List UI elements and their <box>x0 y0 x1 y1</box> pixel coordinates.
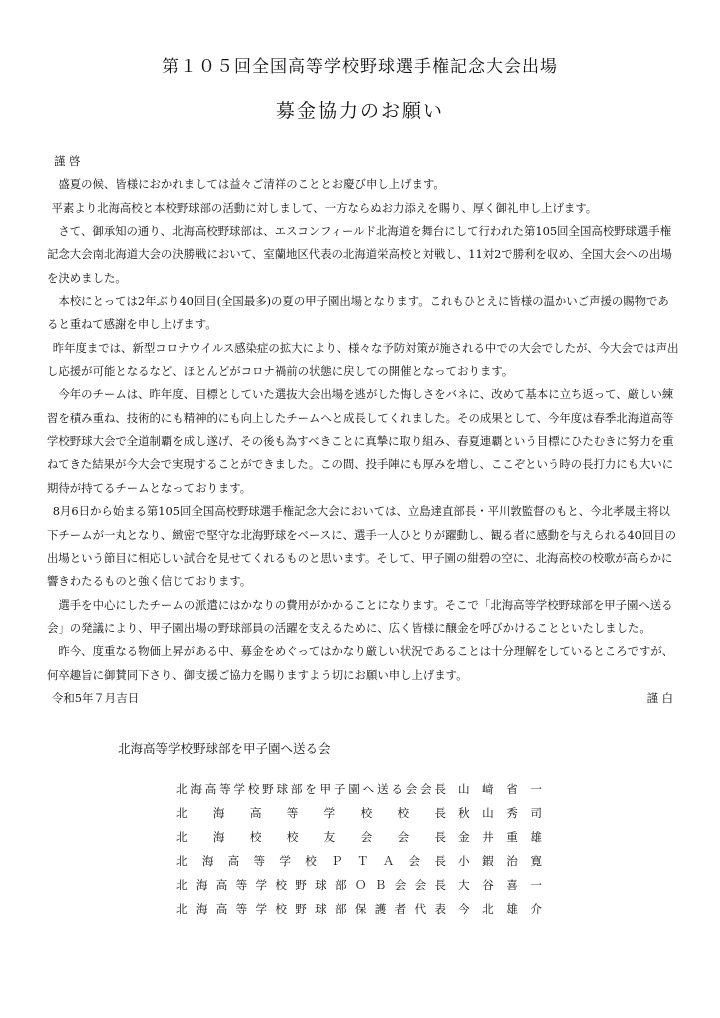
letter-body <box>47 150 679 710</box>
signatory-role: 北海高等学校野球部を甲子園へ送る会会長 <box>176 782 446 796</box>
letter-date: 令和5年７月吉日 <box>52 691 139 705</box>
signatory-name: 小鍜治寛 <box>458 854 542 868</box>
signatory-role: 北海校校友会会長 <box>176 830 446 844</box>
organization-name: 北海高等学校野球部を甲子園へ送る会 <box>118 741 331 756</box>
signatory-role: 北海高等学校校長 <box>176 806 446 820</box>
paragraph: 昨今、度重なる物価上昇がある中、募金をめぐってはかなり厳しい状況であることは十分理解をしているところですが、何卒趣旨に御賛同下さり、御支援ご協力を賜りますよう切にお願い申し上げます。 <box>47 644 674 682</box>
paragraph: 本校にとっては2年ぶり40回目(全国最多)の夏の甲子園出場となります。これもひとえに皆様の温かいご声援の賜物であると重ねて感謝を申し上げます。 <box>47 294 669 332</box>
paragraph: 平素より北海高校と本校野球部の活動に対しまして、一方ならぬお力添えを賜り、厚く御礼申し上げます。 <box>51 200 598 215</box>
closing: 謹 白 <box>646 690 673 705</box>
document-subtitle: 募金協力のお願い <box>275 100 444 122</box>
signatory-role: 北海高等学校ＰＴＡ会長 <box>176 854 446 868</box>
paragraph: 昨年度までは、新型コロナウイルス感染症の拡大により、様々な予防対策が施される中での大会でしたが、今大会では声出し応援が可能となるなど、ほとんどがコロナ禍前の状態に戻しての開催となっております。 <box>47 340 679 379</box>
signatory-role: 北海高等学校野球部ＯＢ会会長 <box>176 878 446 892</box>
signatory-name: 大谷喜一 <box>458 878 542 892</box>
signatory-role: 北海高等学校野球部保護者代表 <box>176 902 446 916</box>
signatory-name: 秋山秀司 <box>458 806 542 820</box>
paragraph: 盛夏の候、皆様におかれましては益々ご清祥のこととお慶び申し上げます。 <box>58 177 445 192</box>
signatory-name: 今北雄介 <box>458 902 542 916</box>
paragraph: 8月6日から始まる第105回全国高校野球選手権記念大会においては、立島達直部長・平川敦監督のもと、今北孝晟主将以下チームが一丸となり、緻密で堅守な北海野球をベースに、選手一人ひとりが躍動し、観る者に感動を与えられる40回目の出場という節目に相応しい試合を見せてくれるものと思います。そして、甲子園の紺碧の空に、北海高校の校歌が高らかに響きわたるものと強く信じております。 <box>47 504 677 589</box>
salutation: 謹 啓 <box>54 154 81 168</box>
document-title: 第１０５回全国高等学校野球選手権記念大会出場 <box>162 57 558 77</box>
paragraph: 今年のチームは、昨年度、目標としていた選抜大会出場を逃がした悔しさをバネに、改めて基本に立ち返って、厳しい練習を積み重ね、技術的にも精神的にも向上したチームへと成長してくれました。その成果として、今年度は春季北海道高等学校野球大会で全道制覇を成し遂げ、その後も為すべきことに真摯に取り組み、春夏連覇という目標にひたむきに努力を重ねてきた結果が今大会で実現することができました。この間、投手陣にも厚みを増し、ここぞという時の長打力にも大いに期待が持てるチームとなっております。 <box>47 387 674 495</box>
paragraph: さて、御承知の通り、北海高校野球部は、エスコンフィールド北海道を舞台にして行われた第105回全国高校野球選手権記念大会南北海道大会の決勝戦において、室蘭地区代表の北海道栄高校と対戦し、11対2で勝利を収め、全国大会への出場を決めました。 <box>47 224 672 285</box>
paragraph: 選手を中心にしたチームの派遣にはかなりの費用がかかることになります。そこで「北海高等学校野球部を甲子園へ送る会」の発議により、甲子園出場の野球部員の活躍を支えるために、広く皆様に醸金を呼びかけることといたしました。 <box>47 597 673 635</box>
signatory-name: 山﨑省一 <box>458 782 542 796</box>
signatory-name: 金井重雄 <box>458 830 542 844</box>
